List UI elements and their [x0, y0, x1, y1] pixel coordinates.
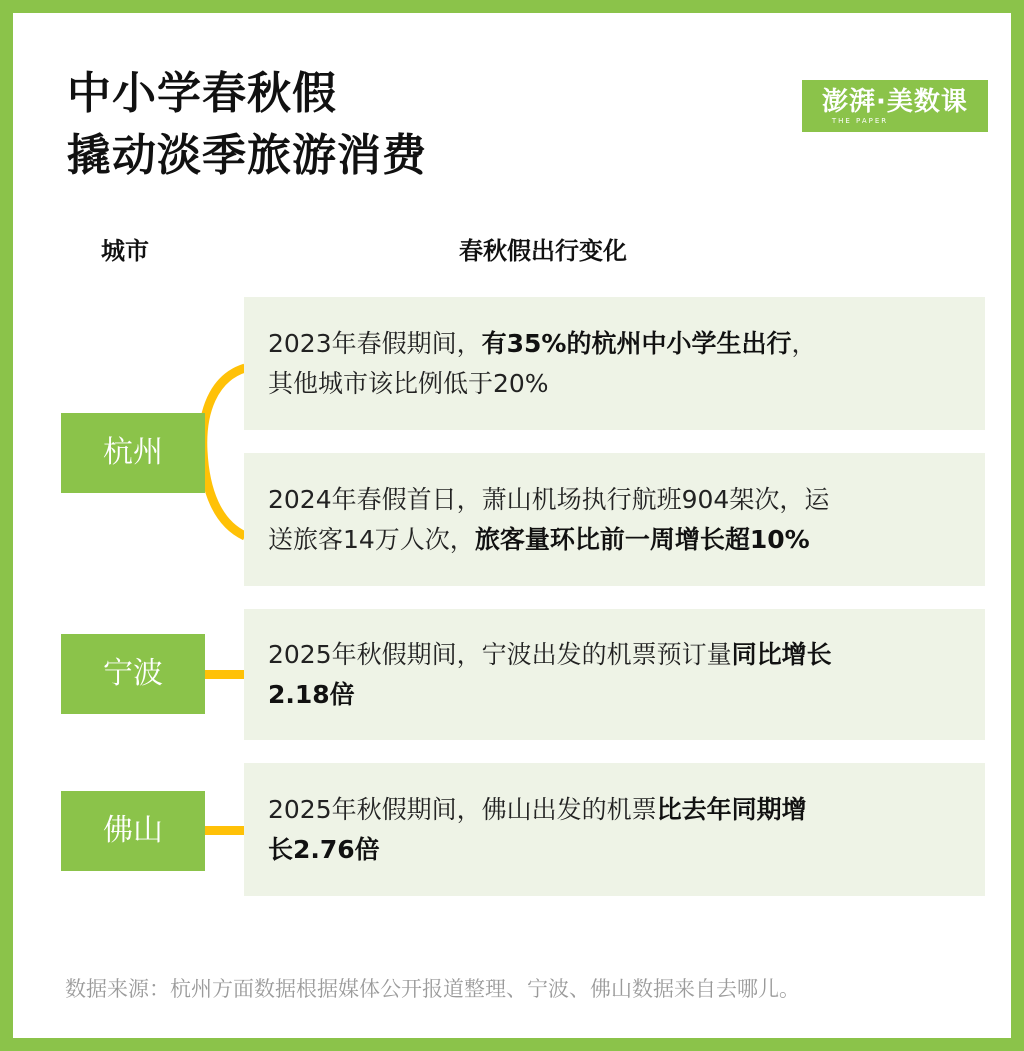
hangzhou-card-1: [244, 297, 985, 430]
ningbo-card: [244, 609, 985, 740]
data-source-note: 数据来源：杭州方面数据根据媒体公开报道整理、宁波、佛山数据来自去哪儿。: [65, 977, 800, 1001]
city-label-foshan: 佛山: [61, 791, 205, 871]
title-line-2: 撬动淡季旅游消费: [67, 130, 427, 181]
card-text: 2024年春假首日，萧山机场执行航班904架次，运: [268, 484, 830, 514]
card-text: 2025年秋假期间，宁波出发的机票预订量: [268, 639, 732, 669]
ningbo-connector: [205, 670, 244, 679]
card-line: [268, 324, 961, 364]
card-highlight: 同比增长: [731, 639, 832, 669]
card-text: 送旅客14万人次，: [268, 524, 475, 554]
logo-subtext: THE PAPER: [831, 116, 889, 125]
card-line: [268, 790, 961, 830]
title-line-1: 中小学春秋假: [67, 68, 337, 119]
card-line: [268, 364, 961, 404]
card-line: [268, 675, 961, 715]
city-label-ningbo: 宁波: [61, 634, 205, 714]
card-text: 2023年春假期间，: [268, 328, 482, 358]
brand-logo: [802, 80, 988, 132]
card-highlight: 比去年同期增: [656, 794, 807, 824]
card-text: ，: [791, 328, 817, 358]
city-label-hangzhou: 杭州: [61, 413, 205, 493]
card-highlight: 2.18倍: [268, 679, 355, 709]
card-highlight: 旅客量环比前一周增长超10%: [474, 524, 810, 554]
card-line: [268, 635, 961, 675]
card-line: [268, 830, 961, 870]
card-line: [268, 520, 961, 560]
hangzhou-card-2: [244, 453, 985, 586]
card-highlight: 有35%的杭州中小学生出行: [481, 328, 792, 358]
foshan-card: [244, 763, 985, 896]
logo-text: 澎湃·美数课: [822, 86, 968, 117]
card-text: 其他城市该比例低于20%: [268, 368, 549, 398]
card-line: [268, 480, 961, 520]
page-title: [67, 63, 427, 187]
column-header-change: 春秋假出行变化: [459, 237, 627, 265]
card-highlight: 长2.76倍: [268, 834, 380, 864]
column-header-city: 城市: [101, 237, 149, 265]
foshan-connector: [205, 826, 244, 835]
card-text: 2025年秋假期间，佛山出发的机票: [268, 794, 657, 824]
